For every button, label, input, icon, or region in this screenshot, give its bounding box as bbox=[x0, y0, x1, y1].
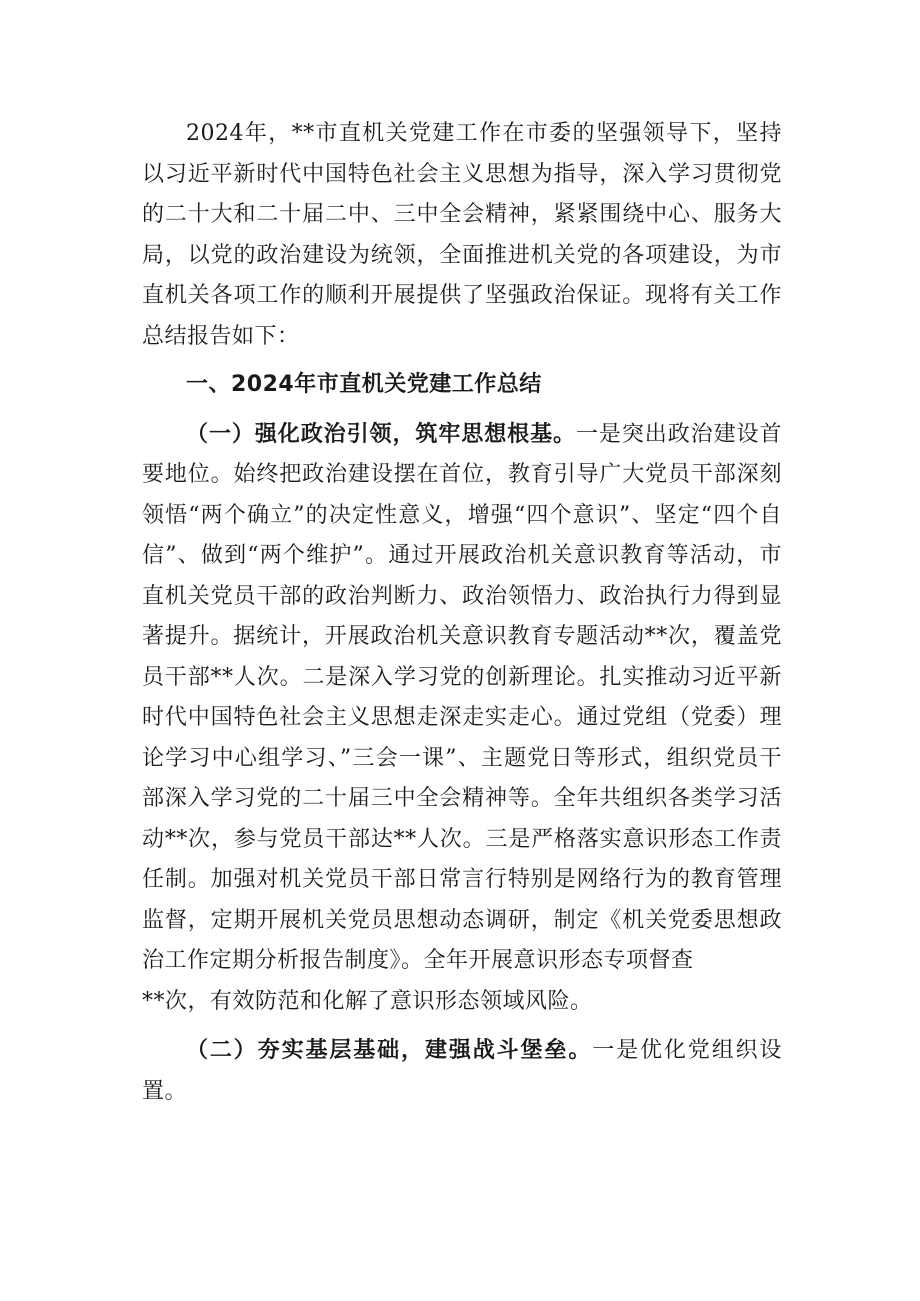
section-1-heading: 一、2024年市直机关党建工作总结 bbox=[186, 372, 542, 397]
subsection-1-paragraph bbox=[142, 414, 782, 982]
subsection-1-title: （一）强化政治引领，筑牢思想根基。 bbox=[186, 420, 576, 447]
subsection-1-body: 一是突出政治建设首要地位。始终把政治建设摆在首位，教育引导广大党员干部深刻领悟“两个确立”的决定性意义，增强“四个意识”、坚定“四个自信”、做到“两个维护”。通过开展政治机关意识教育等活动，市直机关党员干部的政治判断力、政治领悟力、政治执行力得到显著提升。据统计，开展政治机关意识教育专题活动**次，覆盖党员干部**人次。二是深入学习党的创新理论。扎实推动习近平新时代中国特色社会主义思想走深走实走心。通过党组（党委）理论学习中心组学习、”三会一课”、主题党日等形式，组织党员干部深入学习党的二十届三中全会精神等。全年共组织各类学习活动**次，参与党员干部达**人次。三是严格落实意识形态工作责任制。加强对机关党员干部日常言行特别是网络行为的教育管理监督，定期开展机关党员思想动态调研，制定《机关党委思想政治工作定期分析报告制度》。全年开展意识形态专项督查 bbox=[142, 421, 782, 973]
spacer bbox=[142, 357, 782, 365]
subsection-1-continuation: **次，有效防范和化解了意识形态领域风险。 bbox=[142, 988, 593, 1014]
intro-paragraph: 2024年，**市直机关党建工作在市委的坚强领导下，坚持以习近平新时代中国特色社会主义思想为指导，深入学习贯彻党的二十大和二十届二中、三中全会精神，紧紧围绕中心、服务大局，以党的政治建设为统领，全面推进机关党的各项建设，为市直机关各项工作的顺利开展提供了坚强政治保证。现将有关工作总结报告如下： bbox=[142, 121, 782, 349]
spacer bbox=[142, 1022, 782, 1030]
subsection-2-title: （二）夯实基层基础，建强战斗堡垒。 bbox=[186, 1037, 593, 1063]
subsection-2-body: 一是优化党组织设置。 bbox=[142, 1038, 782, 1104]
subsection-2-paragraph bbox=[142, 1030, 782, 1112]
document-body bbox=[142, 114, 782, 1112]
spacer bbox=[142, 406, 782, 414]
section-heading bbox=[142, 365, 782, 406]
